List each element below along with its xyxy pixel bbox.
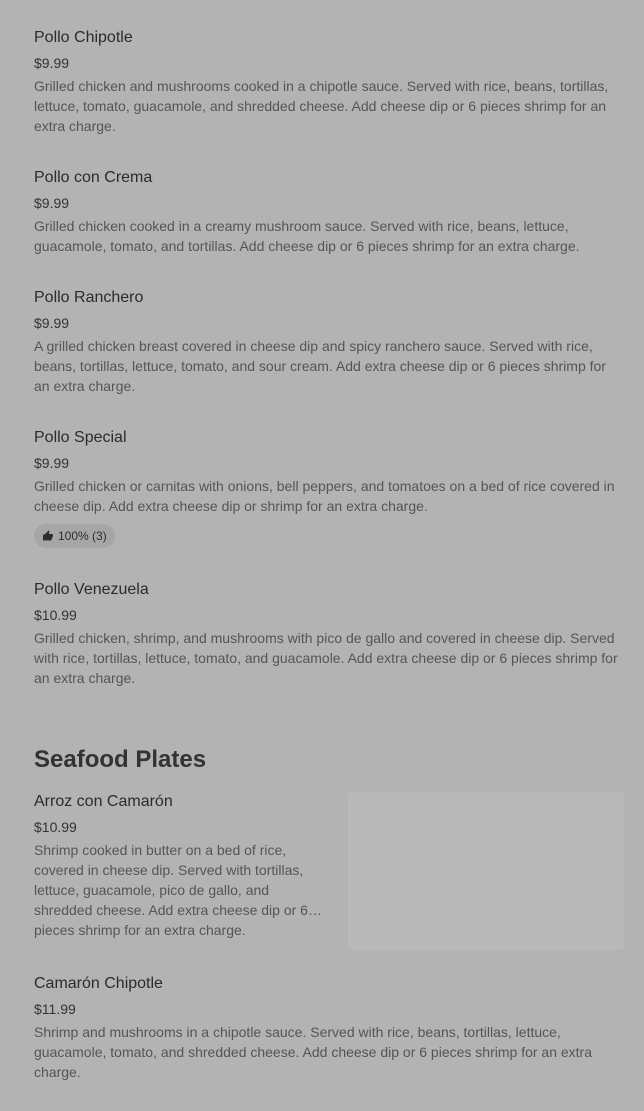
menu-item-price: $10.99 [34, 819, 77, 835]
menu-item-price: $11.99 [34, 1001, 76, 1017]
menu-item-pollo-con-crema[interactable] [34, 168, 620, 256]
menu-item-arroz-con-camaron[interactable] [34, 792, 324, 938]
menu-item-description: Shrimp cooked in butter on a bed of rice, covered in cheese dip. Served with tortillas, lettuce, guacamole, pico de gallo, and shredded cheese. Add extra cheese dip or 6 pieces shrimp for an extra charge. [34, 842, 308, 938]
menu-item-price: $9.99 [34, 55, 70, 71]
menu-item-pollo-special[interactable] [34, 428, 620, 548]
menu-item-description: Shrimp and mushrooms in a chipotle sauce. Served with rice, beans, tortillas, lettuce, guacamole, tomato, and shredded cheese. Add cheese dip or 6 pieces shrimp for an extra charge. [34, 1024, 593, 1080]
menu-item-name: Pollo Special [34, 429, 127, 446]
menu-item-pollo-ranchero[interactable] [34, 288, 620, 396]
menu-item-name: Arroz con Camarón [34, 793, 173, 810]
menu-item-description: Grilled chicken or carnitas with onions, bell peppers, and tomatoes on a bed of rice covered in cheese dip. Add extra cheese dip or shrimp for an extra charge. [34, 478, 615, 514]
menu-item-name: Pollo con Crema [34, 169, 153, 186]
menu-item-price: $9.99 [34, 315, 70, 331]
menu-item-description: A grilled chicken breast covered in cheese dip and spicy ranchero sauce. Served with rice, beans, tortillas, lettuce, tomato, and sour cream. Add extra cheese dip or 6 pieces shrimp for an extra charge. [34, 338, 606, 394]
menu-item-name: Camarón Chipotle [34, 975, 163, 992]
menu-item-price: $10.99 [34, 607, 77, 623]
menu-item-description: Grilled chicken, shrimp, and mushrooms with pico de gallo and covered in cheese dip. Served with rice, tortillas, lettuce, tomato, and guacamole. Add extra cheese dip or 6 pieces shrimp for an extra charge. [34, 630, 618, 686]
menu-item-pollo-venezuela[interactable] [34, 580, 620, 688]
menu-item-pollo-chipotle[interactable] [34, 28, 620, 136]
rating-text: 100% (3) [58, 529, 107, 543]
menu-item-name: Pollo Venezuela [34, 581, 149, 598]
menu-item-name: Pollo Chipotle [34, 29, 133, 46]
menu-item-price: $9.99 [34, 455, 70, 471]
thumbs-up-icon [42, 530, 54, 542]
menu-item-price: $9.99 [34, 195, 70, 211]
menu-item-camaron-chipotle[interactable] [34, 974, 620, 1082]
menu-item-image[interactable] [348, 792, 624, 950]
menu-item-description: Grilled chicken cooked in a creamy mushroom sauce. Served with rice, beans, lettuce, guacamole, tomato, and tortillas. Add cheese dip or 6 pieces shrimp for an extra charge. [34, 218, 580, 254]
menu-item-name: Pollo Ranchero [34, 289, 144, 306]
section-title-seafood-plates: Seafood Plates [34, 746, 207, 773]
rating-badge [34, 524, 115, 548]
menu-item-description: Grilled chicken and mushrooms cooked in a chipotle sauce. Served with rice, beans, tortillas, lettuce, tomato, guacamole, and shredded cheese. Add cheese dip or 6 pieces shrimp for an extra charge. [34, 78, 609, 134]
